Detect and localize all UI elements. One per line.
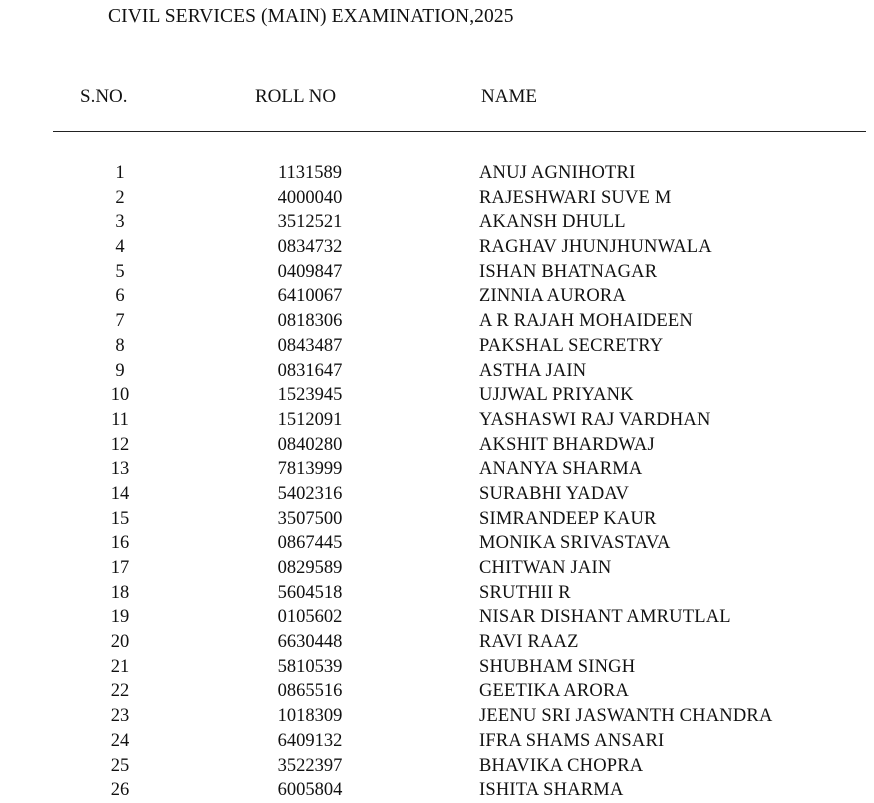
cell-roll-no: 6630448 (277, 632, 343, 653)
cell-name: SHUBHAM SINGH (479, 656, 636, 677)
cell-roll-no: 0840280 (277, 434, 343, 455)
cell-sno: 25 (110, 755, 130, 776)
cell-name: JEENU SRI JASWANTH CHANDRA (479, 706, 773, 727)
cell-name: RAJESHWARI SUVE M (479, 187, 672, 208)
cell-sno: 3 (115, 212, 125, 233)
cell-name: ISHAN BHATNAGAR (479, 261, 658, 282)
cell-sno: 22 (110, 681, 130, 702)
header-divider (53, 131, 866, 132)
cell-roll-no: 7813999 (277, 459, 343, 480)
document-title: CIVIL SERVICES (MAIN) EXAMINATION,2025 (108, 6, 514, 27)
cell-roll-no: 6410067 (277, 286, 343, 307)
cell-name: NISAR DISHANT AMRUTLAL (479, 607, 731, 628)
table-row (0, 235, 874, 260)
cell-roll-no: 1018309 (277, 706, 343, 727)
table-row (0, 359, 874, 384)
cell-name: PAKSHAL SECRETRY (479, 335, 664, 356)
cell-roll-no: 5604518 (277, 582, 343, 603)
cell-sno: 19 (110, 607, 130, 628)
table-row (0, 383, 874, 408)
results-table-body (0, 161, 874, 803)
cell-sno: 12 (110, 434, 130, 455)
cell-roll-no: 0409847 (277, 261, 343, 282)
cell-name: MONIKA SRIVASTAVA (479, 533, 671, 554)
table-row (0, 284, 874, 309)
cell-name: ANUJ AGNIHOTRI (479, 163, 636, 183)
cell-name: AKANSH DHULL (479, 212, 626, 233)
cell-sno: 21 (110, 656, 130, 677)
column-header-sno: S.NO. (80, 86, 128, 107)
table-row (0, 161, 874, 186)
table-row (0, 630, 874, 655)
cell-sno: 9 (115, 360, 125, 381)
table-row (0, 260, 874, 285)
cell-name: ZINNIA AURORA (479, 286, 627, 307)
cell-roll-no: 0867445 (277, 533, 343, 554)
cell-sno: 23 (110, 706, 130, 727)
cell-name: ASTHA JAIN (479, 360, 587, 381)
cell-roll-no: 0105602 (277, 607, 343, 628)
cell-roll-no: 1131589 (277, 163, 343, 183)
cell-name: ANANYA SHARMA (479, 459, 643, 480)
column-header-name: NAME (481, 86, 537, 107)
cell-name: GEETIKA ARORA (479, 681, 630, 702)
column-header-roll-no: ROLL NO (255, 86, 337, 107)
table-row (0, 433, 874, 458)
cell-roll-no: 5810539 (277, 656, 343, 677)
cell-roll-no: 1512091 (277, 409, 343, 430)
cell-sno: 5 (115, 261, 125, 282)
cell-roll-no: 0834732 (277, 237, 343, 258)
cell-name: RAGHAV JHUNJHUNWALA (479, 237, 712, 258)
cell-roll-no: 0831647 (277, 360, 343, 381)
table-row (0, 704, 874, 729)
cell-sno: 14 (110, 483, 130, 504)
cell-name: CHITWAN JAIN (479, 558, 612, 578)
cell-roll-no: 0829589 (277, 558, 343, 578)
table-row (0, 457, 874, 482)
table-row (0, 309, 874, 334)
cell-name: BHAVIKA CHOPRA (479, 755, 644, 776)
cell-roll-no: 3522397 (277, 755, 343, 776)
cell-roll-no: 0865516 (277, 681, 343, 702)
table-row (0, 778, 874, 803)
cell-name: SURABHI YADAV (479, 483, 630, 504)
cell-sno: 8 (115, 335, 125, 356)
table-row (0, 186, 874, 211)
table-row (0, 408, 874, 433)
cell-sno: 10 (110, 385, 130, 406)
cell-roll-no: 1523945 (277, 385, 343, 406)
cell-name: SRUTHII R (479, 582, 571, 603)
cell-sno: 26 (110, 780, 130, 801)
cell-roll-no: 3512521 (277, 212, 343, 233)
cell-name: YASHASWI RAJ VARDHAN (479, 409, 711, 430)
cell-roll-no: 3507500 (277, 508, 343, 529)
cell-roll-no: 6005804 (277, 780, 343, 801)
cell-roll-no: 4000040 (277, 187, 343, 208)
cell-sno: 24 (110, 730, 130, 751)
cell-sno: 7 (115, 311, 125, 332)
cell-sno: 16 (110, 533, 130, 554)
cell-roll-no: 0843487 (277, 335, 343, 356)
cell-sno: 2 (115, 187, 125, 208)
table-row (0, 556, 874, 581)
cell-sno: 17 (110, 558, 130, 578)
table-row (0, 605, 874, 630)
table-row (0, 729, 874, 754)
cell-name: AKSHIT BHARDWAJ (479, 434, 655, 455)
cell-sno: 18 (110, 582, 130, 603)
table-row (0, 531, 874, 556)
cell-name: A R RAJAH MOHAIDEEN (479, 311, 693, 332)
table-row (0, 482, 874, 507)
cell-sno: 6 (115, 286, 125, 307)
table-row (0, 679, 874, 704)
cell-sno: 4 (115, 237, 125, 258)
table-row (0, 507, 874, 532)
table-row (0, 655, 874, 680)
table-row (0, 334, 874, 359)
table-row (0, 754, 874, 779)
cell-roll-no: 6409132 (277, 730, 343, 751)
cell-sno: 1 (115, 163, 125, 183)
cell-sno: 13 (110, 459, 130, 480)
cell-sno: 15 (110, 508, 130, 529)
cell-name: UJJWAL PRIYANK (479, 385, 634, 406)
cell-name: RAVI RAAZ (479, 632, 579, 653)
table-row (0, 210, 874, 235)
cell-sno: 11 (111, 409, 129, 430)
cell-name: ISHITA SHARMA (479, 780, 624, 801)
cell-name: IFRA SHAMS ANSARI (479, 730, 665, 751)
cell-sno: 20 (110, 632, 130, 653)
cell-roll-no: 0818306 (277, 311, 343, 332)
cell-name: SIMRANDEEP KAUR (479, 508, 657, 529)
table-row (0, 581, 874, 606)
cell-roll-no: 5402316 (277, 483, 343, 504)
